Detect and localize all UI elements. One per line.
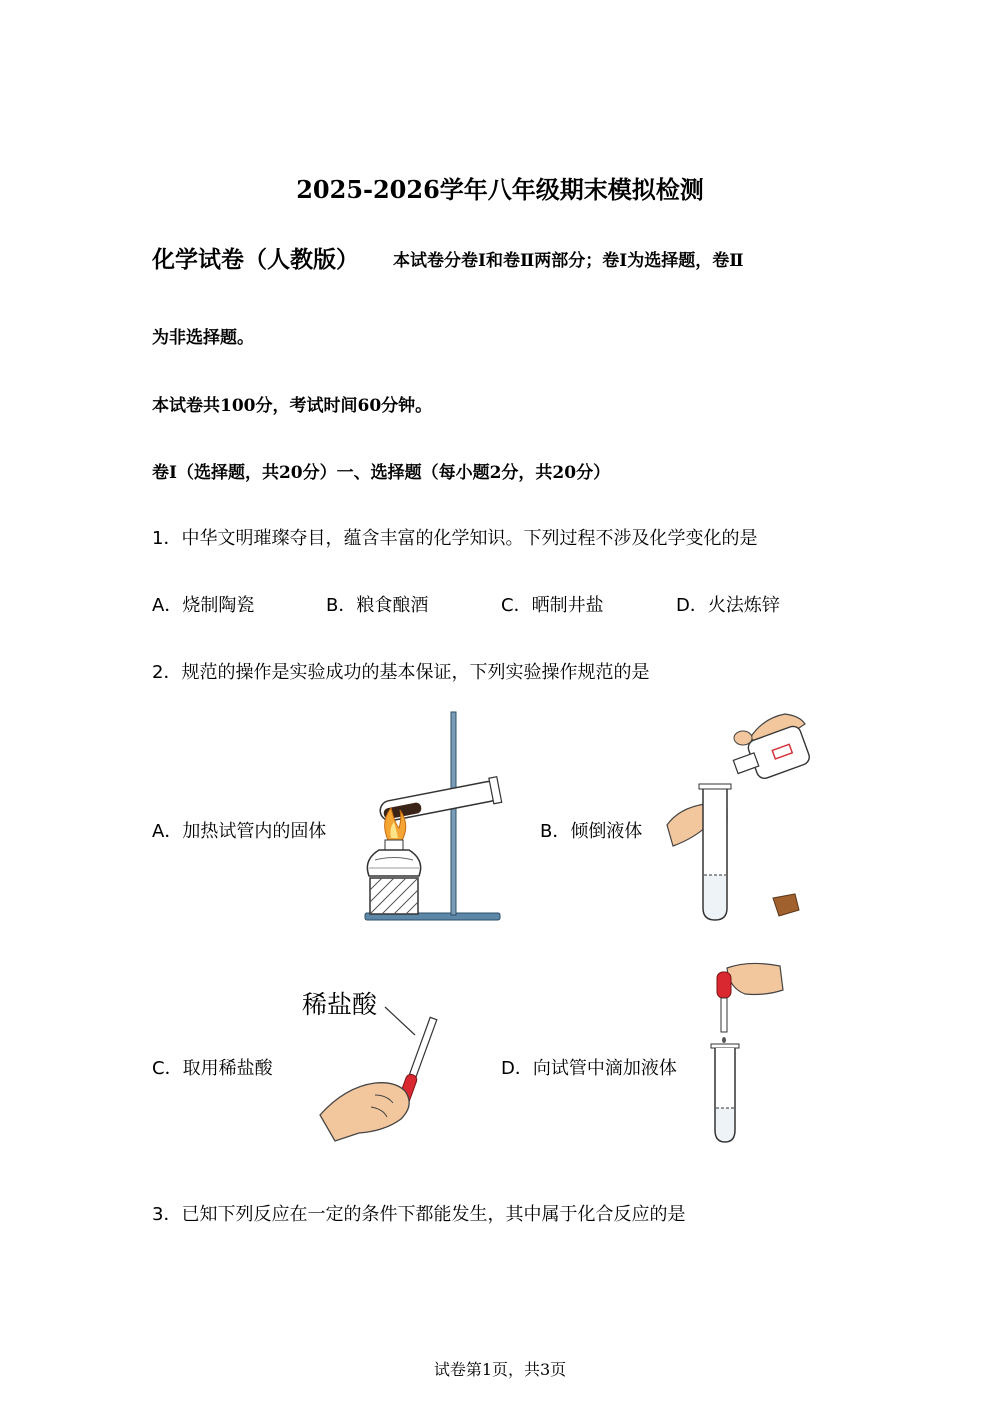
- question-3-stem: 3．已知下列反应在一定的条件下都能发生，其中属于化合反应的是: [152, 1204, 686, 1225]
- question-1-stem: 1．中华文明璀璨夺目，蕴含丰富的化学知识。下列过程不涉及化学变化的是: [152, 528, 758, 549]
- dropper-hydrochloric-acid-icon: [315, 995, 460, 1145]
- section-heading: 卷Ⅰ（选择题，共20分）一、选择题（每小题2分，共20分）: [152, 463, 611, 483]
- question-2-option-c: C．取用稀盐酸: [152, 1058, 273, 1079]
- question-2-option-d: D．向试管中滴加液体: [501, 1058, 677, 1079]
- question-2-stem: 2．规范的操作是实验成功的基本保证，下列实验操作规范的是: [152, 662, 650, 683]
- intro-line-1: 本试卷分卷Ⅰ和卷Ⅱ两部分；卷Ⅰ为选择题，卷Ⅱ: [393, 251, 744, 271]
- page-footer: 试卷第1页，共3页: [433, 1360, 567, 1379]
- intro-line-2: 为非选择题。: [152, 328, 254, 348]
- question-2-option-b: B．倾倒液体: [540, 821, 643, 842]
- question-1-option-d: D．火法炼锌: [676, 595, 780, 616]
- intro-line-3: 本试卷共100分，考试时间60分钟。: [152, 396, 433, 416]
- question-1-option-c: C．晒制井盐: [501, 595, 604, 616]
- subject-heading: 化学试卷（人教版）: [152, 246, 359, 273]
- question-1-option-b: B．粮食酿酒: [326, 595, 429, 616]
- page-title: 2025-2026学年八年级期末模拟检测: [296, 175, 704, 204]
- dropper-into-test-tube-icon: [705, 960, 795, 1145]
- pouring-liquid-icon: [665, 710, 815, 925]
- alcohol-lamp-heating-icon: [355, 710, 515, 930]
- question-2-option-a: A．加热试管内的固体: [152, 821, 327, 842]
- figure-c-label: 稀盐酸: [302, 990, 378, 1019]
- question-1-option-a: A．烧制陶瓷: [152, 595, 255, 616]
